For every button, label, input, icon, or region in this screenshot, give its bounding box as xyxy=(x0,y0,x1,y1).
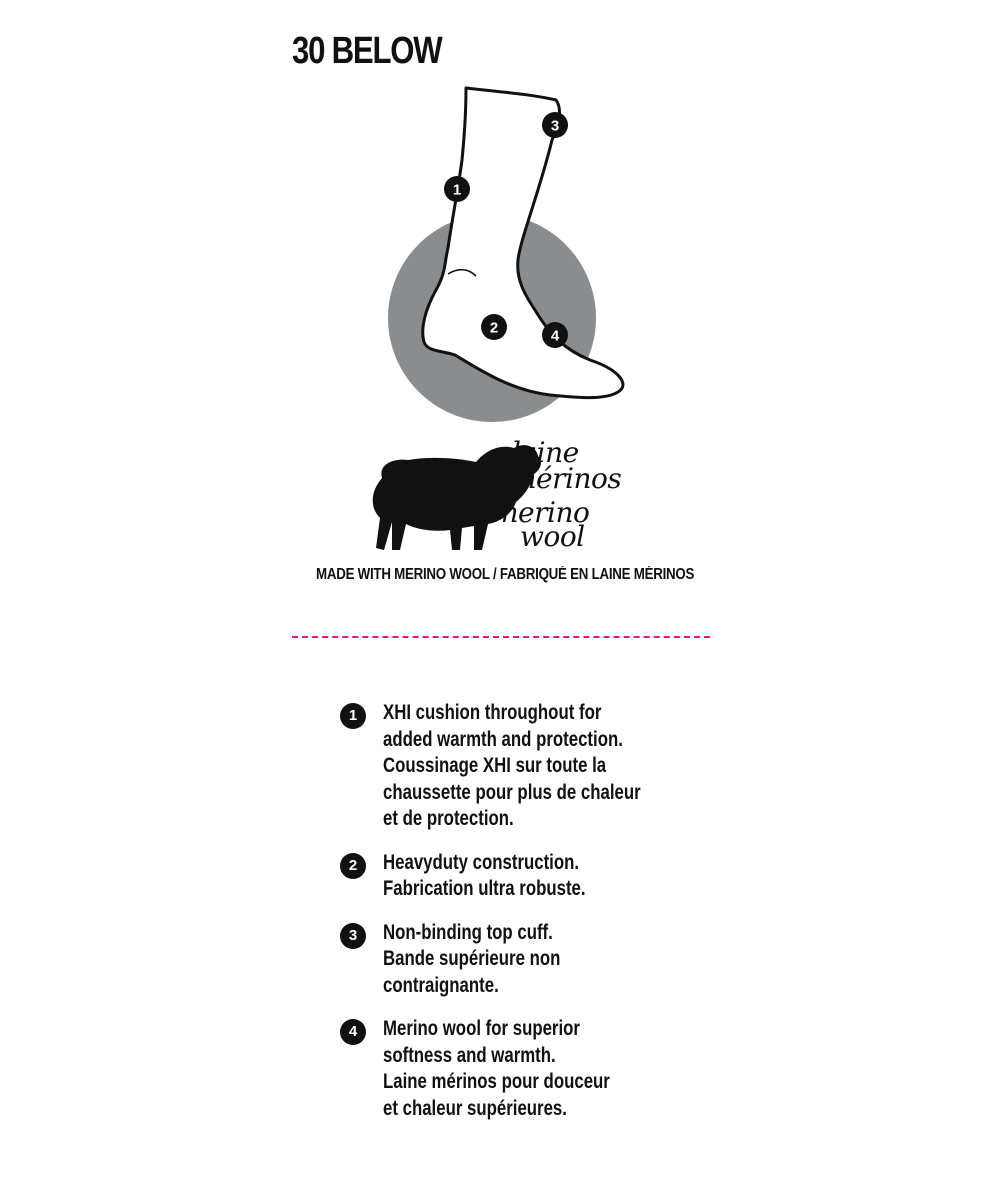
sock-outline xyxy=(423,88,623,398)
feature-item-4 xyxy=(340,1016,760,1122)
dashed-divider xyxy=(292,636,710,638)
feature-number-badge: 1 xyxy=(340,703,366,729)
wool-label-en-1: merino xyxy=(492,496,590,529)
feature-list xyxy=(340,700,760,1139)
feature-number-badge: 3 xyxy=(340,923,366,949)
callout-2 xyxy=(481,314,507,340)
wool-label-fr-1: laine xyxy=(512,436,579,469)
feature-number-badge: 4 xyxy=(340,1019,366,1045)
callout-1 xyxy=(444,176,470,202)
made-with-caption: MADE WITH MERINO WOOL / FABRIQUÉ EN LAINE MÉRINOS xyxy=(316,566,695,583)
svg-text:3: 3 xyxy=(550,117,560,135)
svg-text:4: 4 xyxy=(550,327,560,345)
feature-item-3 xyxy=(340,920,760,1000)
feature-item-2 xyxy=(340,850,760,903)
feature-text: Non-binding top cuff. Bande supérieure non contraignante. xyxy=(383,920,561,997)
svg-text:2: 2 xyxy=(489,319,499,337)
feature-item-1 xyxy=(340,700,760,833)
feature-text: XHI cushion throughout for added warmth and protection. Coussinage XHI sur toute la chaussette pour plus de chaleur et de protection. xyxy=(383,701,641,830)
wool-label-fr-2: mérinos xyxy=(510,462,622,495)
wool-label-en-2: wool xyxy=(520,520,585,553)
callout-4 xyxy=(542,322,568,348)
feature-number-badge: 2 xyxy=(340,853,366,879)
callout-3 xyxy=(542,112,568,138)
feature-text: Merino wool for superior softness and warmth. Laine mérinos pour douceur et chaleur supérieures. xyxy=(383,1017,610,1120)
sock-diagram xyxy=(380,80,640,425)
feature-text: Heavyduty construction. Fabrication ultra robuste. xyxy=(383,850,586,900)
svg-text:1: 1 xyxy=(452,181,462,199)
product-title: 30 BELOW xyxy=(292,30,442,72)
